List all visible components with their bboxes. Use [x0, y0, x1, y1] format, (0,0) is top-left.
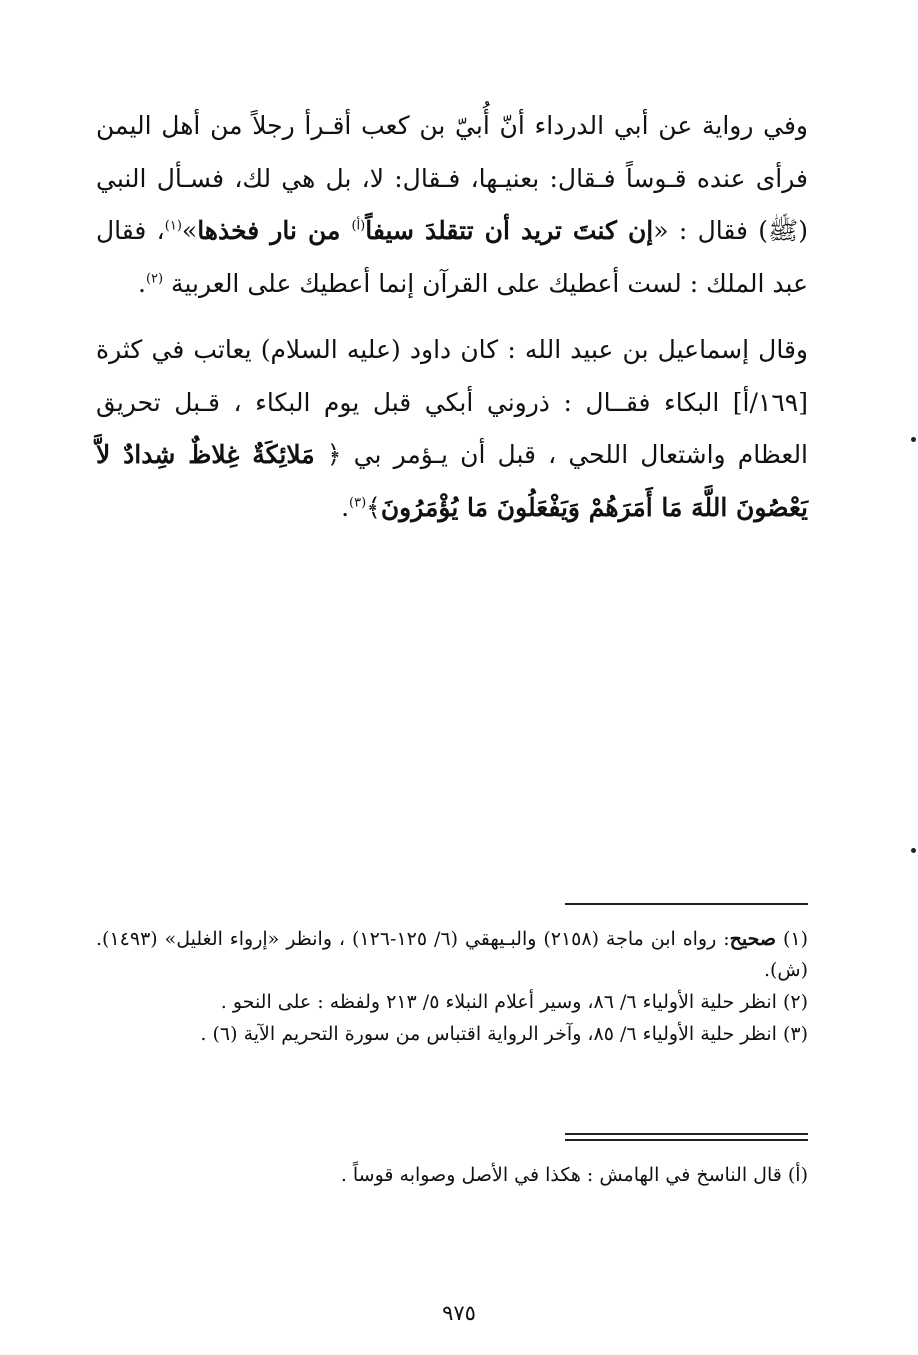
footnote-grade: صحيح [729, 928, 777, 950]
text-run: وفي رواية عن أبي الدرداء أنّ أُبيّ بن كعب أقـرأ رجلاً من أهل اليمن فرأى عنده قـوساً فـقال: بعنيـها، فـقال: لا، بل هي لك، فسـأل النبي (ﷺ) فقال : « [96, 111, 808, 245]
margin-note-number: (أ) [787, 1164, 808, 1186]
footnote-separator [565, 903, 808, 905]
scan-speck [911, 848, 916, 853]
footnote-text: انظر حلية الأولياء ٦/ ٨٦، وسير أعلام النبلاء ٥/ ٢١٣ ولفظه : على النحو . [220, 991, 777, 1013]
scan-speck [911, 437, 916, 442]
footnote-number: (٣) [782, 1023, 808, 1045]
text-run: . [341, 492, 350, 522]
footnote-1 [96, 924, 808, 986]
footnote-2 [96, 987, 808, 1018]
footnote-ref: (٢) [145, 271, 164, 287]
footnote-ref: (١) [164, 218, 182, 234]
quran-quote: مَلائِكَةٌ غِلاظٌ شِدادٌ لاَّ يَعْصُونَ اللَّهَ مَا أَمَرَهُمْ وَيَفْعَلُونَ مَا يُؤْمَرُونَ [96, 440, 808, 522]
footnotes [96, 924, 808, 1051]
footnote-number: (٢) [782, 991, 808, 1013]
footnote-text: انظر حلية الأولياء ٦/ ٨٥، وآخر الرواية اقتباس من سورة التحريم الآية (٦) . [200, 1023, 777, 1045]
text-run: ، فقال عبد الملك : لست أعطيك على القرآن إنما أعطيك على العربية [96, 216, 808, 298]
paragraph-2 [96, 324, 808, 534]
footnote-text: : رواه ابن ماجة (٢١٥٨) والبـيهقي (٦/ ١٢٥-١٢٦) ، وانظر «إرواء الغليل» (١٤٩٣). (ش). [96, 928, 808, 981]
page-number: ٩٧٥ [442, 1301, 476, 1325]
hadith-quote: إن كنتَ تريد أن تتقلدَ سيفاً [365, 216, 654, 245]
footnote-ref: (٣) [349, 495, 367, 511]
paragraph-1 [96, 100, 808, 310]
text-run: » [181, 216, 198, 245]
footnote-number: (١) [782, 928, 808, 950]
text-run: . [138, 268, 146, 298]
footnote-3 [96, 1019, 808, 1050]
main-text [96, 100, 808, 534]
margin-note [96, 1160, 808, 1190]
note-ref: (أ) [351, 218, 366, 234]
hadith-quote: من نار فخذها [197, 216, 352, 245]
margin-note-separator [565, 1133, 808, 1141]
text-run: ﴾ [366, 492, 381, 522]
margin-note-text: قال الناسخ في الهامش : هكذا في الأصل وصوابه قوساً . [340, 1164, 782, 1186]
text-run: وقال إسماعيل بن عبيد الله : كان داود (عليه السلام) يعاتب في كثرة [١٦٩/أ] البكاء فقــال : ذروني أبكي قبل يوم البكاء ، قـبل تحريق العظام واشتعال اللحي ، قبل أن يـؤمر بي ﴿ [96, 335, 809, 469]
